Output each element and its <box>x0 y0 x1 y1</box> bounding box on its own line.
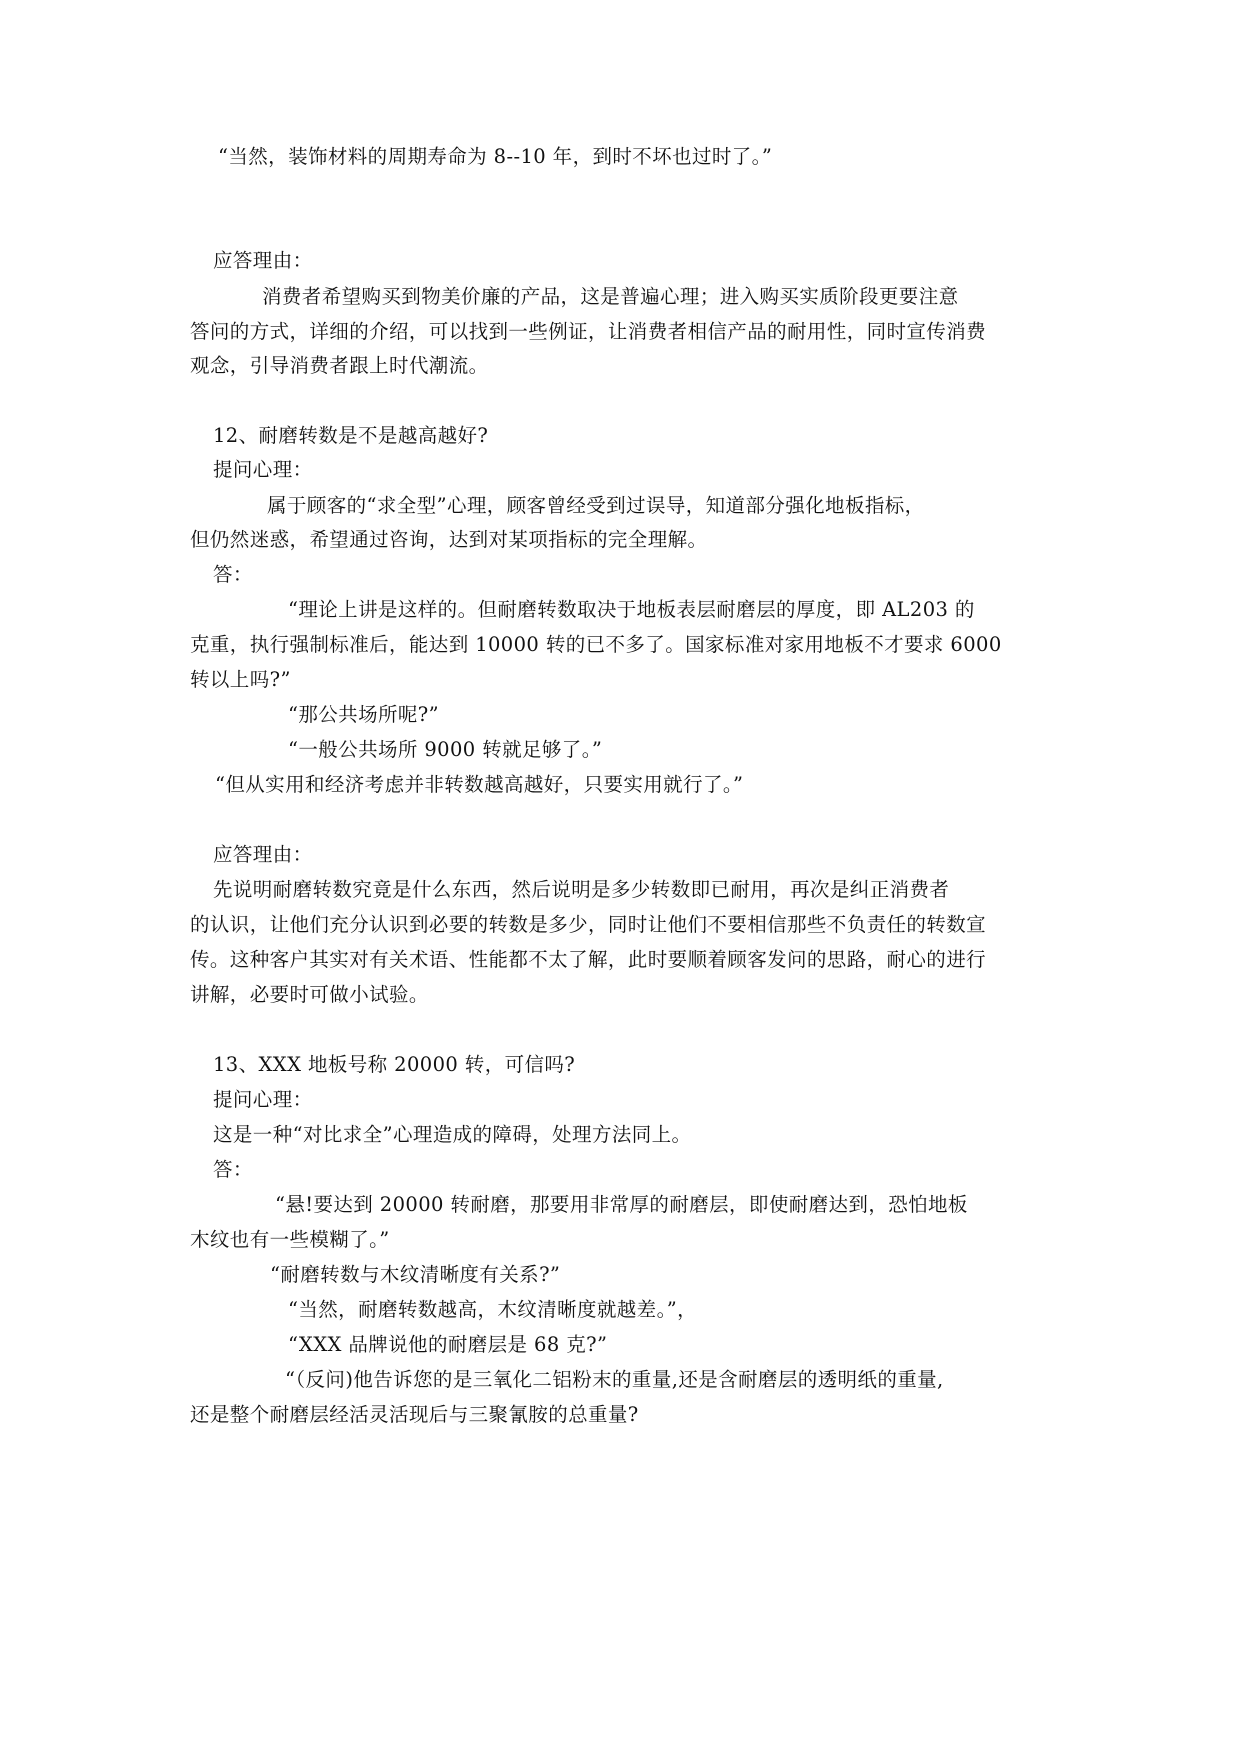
paragraph-line: 克重，执行强制标准后，能达到 10000 转的已不多了。国家标准对家用地板不才要求 6000 <box>190 633 1002 656</box>
paragraph-line: 消费者希望购买到物美价廉的产品，这是普遍心理；进入购买实质阶段更要注意 <box>262 285 959 308</box>
section-heading: 答： <box>213 563 253 586</box>
paragraph-line: 还是整个耐磨层经活灵活现后与三聚氰胺的总重量? <box>190 1403 639 1426</box>
paragraph-line: 观念，引导消费者跟上时代潮流。 <box>190 354 489 377</box>
paragraph-line: 但仍然迷惑，希望通过咨询，达到对某项指标的完全理解。 <box>190 528 708 551</box>
paragraph-line: 这是一种“对比求全”心理造成的障碍，处理方法同上。 <box>213 1123 692 1146</box>
paragraph-line: 先说明耐磨转数究竟是什么东西，然后说明是多少转数即已耐用，再次是纠正消费者 <box>213 878 950 901</box>
section-heading: 应答理由： <box>213 249 313 272</box>
quote-line: “耐磨转数与木纹清晰度有关系?” <box>270 1263 561 1286</box>
paragraph-line: “（反问)他告诉您的是三氧化二铝粉末的重量,还是含耐磨层的透明纸的重量, <box>285 1368 944 1391</box>
question-heading: 12、耐磨转数是不是越高越好? <box>213 424 489 447</box>
section-heading: 提问心理： <box>213 458 313 481</box>
paragraph-line: 木纹也有一些模糊了。” <box>190 1228 390 1251</box>
quote-line: “但从实用和经济考虑并非转数越高越好，只要实用就行了。” <box>215 773 744 796</box>
section-heading: 应答理由： <box>213 843 313 866</box>
paragraph-line: 讲解，必要时可做小试验。 <box>190 983 429 1006</box>
paragraph-line: 答问的方式，详细的介绍，可以找到一些例证，让消费者相信产品的耐用性，同时宣传消费 <box>190 320 987 343</box>
paragraph-line: 属于顾客的“求全型”心理，顾客曾经受到过误导，知道部分强化地板指标， <box>267 494 925 517</box>
question-heading: 13、XXX 地板号称 20000 转，可信吗? <box>213 1053 576 1076</box>
section-heading: 提问心理： <box>213 1088 313 1111</box>
quote-line: “XXX 品牌说他的耐磨层是 68 克?” <box>288 1333 608 1356</box>
paragraph-line: 的认识，让他们充分认识到必要的转数是多少，同时让他们不要相信那些不负责任的转数宣 <box>190 913 987 936</box>
paragraph-line: 转以上吗?” <box>190 668 291 691</box>
section-heading: 答： <box>213 1158 253 1181</box>
quote-line: “当然，装饰材料的周期寿命为 8--10 年，到时不坏也过时了。” <box>218 145 773 168</box>
paragraph-line: 传。这种客户其实对有关术语、性能都不太了解，此时要顺着顾客发问的思路，耐心的进行 <box>190 948 987 971</box>
quote-line: “一般公共场所 9000 转就足够了。” <box>288 738 603 761</box>
paragraph-line: “悬!要达到 20000 转耐磨，那要用非常厚的耐磨层，即使耐磨达到，恐怕地板 <box>275 1193 968 1216</box>
quote-line: “那公共场所呢?” <box>288 703 439 726</box>
quote-line: “当然，耐磨转数越高，木纹清晰度就越差。”， <box>288 1298 697 1321</box>
paragraph-line: “理论上讲是这样的。但耐磨转数取决于地板表层耐磨层的厚度，即 AL203 的 <box>288 598 975 621</box>
